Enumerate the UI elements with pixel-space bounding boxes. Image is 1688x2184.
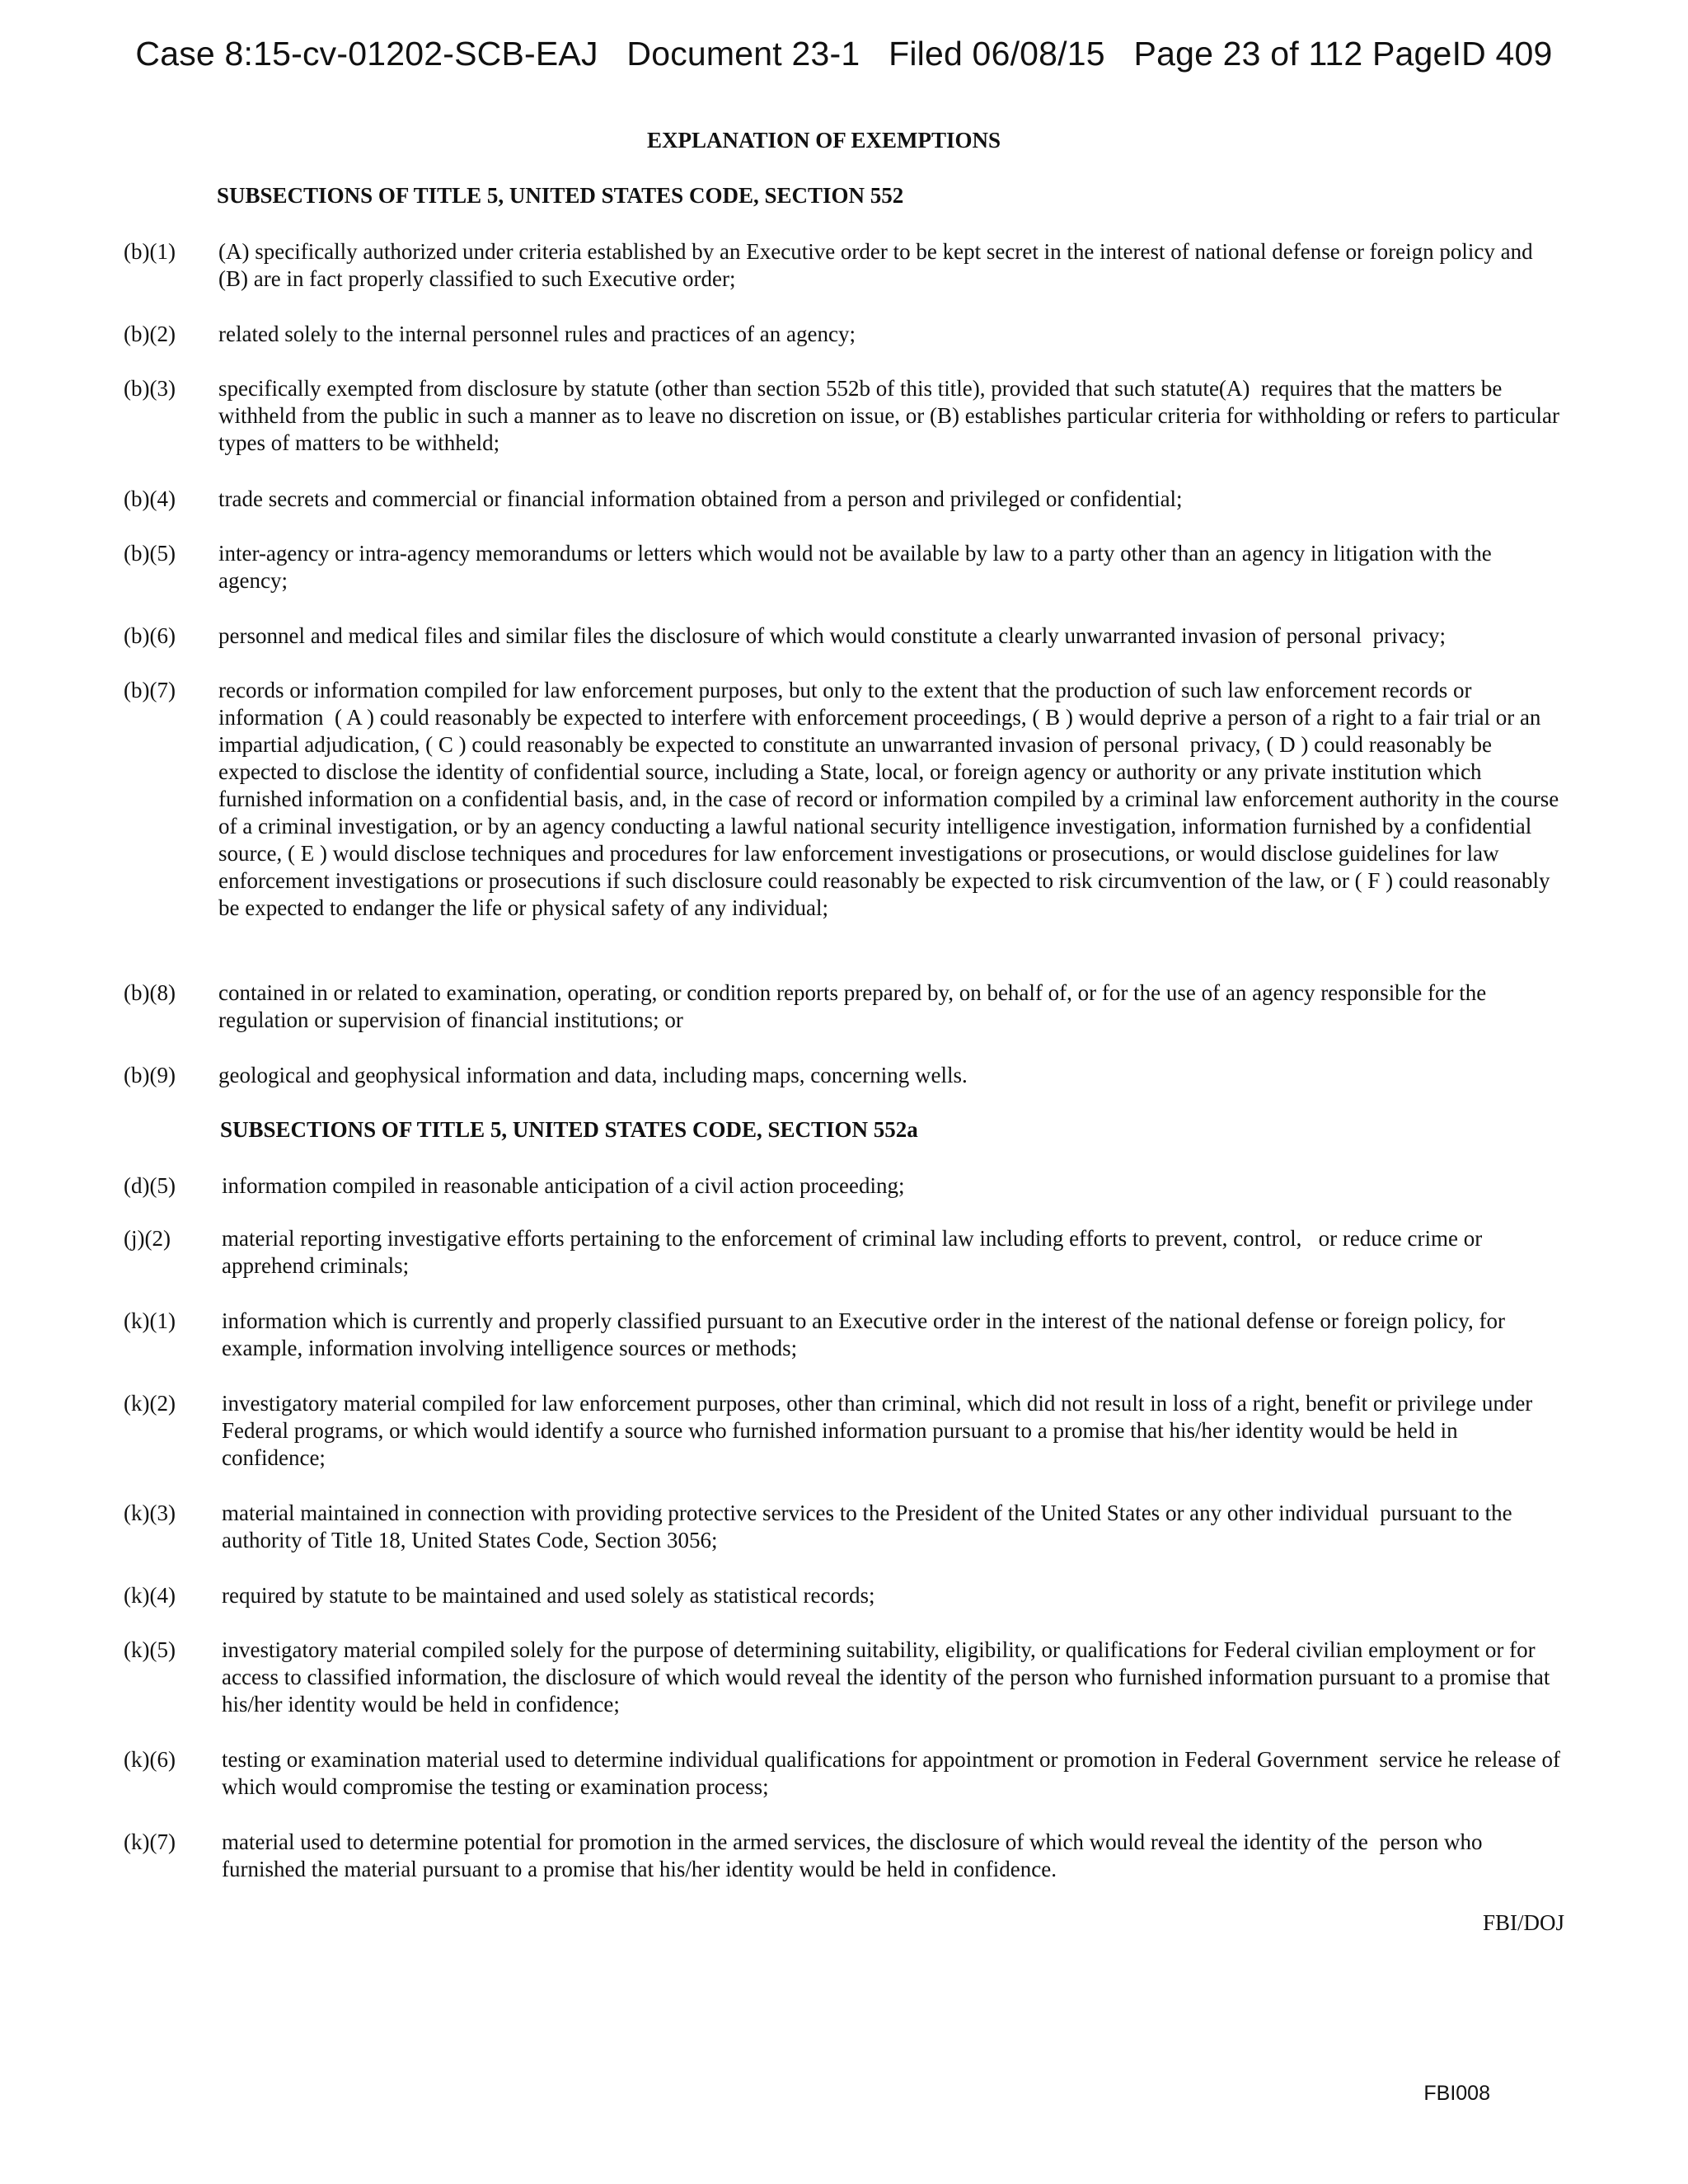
- exemption-code: (b)(9): [124, 1063, 176, 1087]
- exemption-code: (b)(6): [124, 623, 176, 648]
- exemption-text: material maintained in connection with providing protective services to the President of the United States or any other individual pursuant to the authority of Title 18, United States Code, Section 3056;: [222, 1501, 1518, 1552]
- bates-number: FBI008: [1423, 2082, 1490, 2105]
- exemption-text: personnel and medical files and similar files the disclosure of which would constitute a clearly unwarranted invasion of personal privacy;: [218, 623, 1447, 648]
- exemption-text: material used to determine potential for promotion in the armed services, the disclosure of which would reveal the identity of the person who furnished the material pursuant to a promise that his/her identity would be held in confidence.: [222, 1829, 1489, 1881]
- exemption-text: testing or examination material used to determine individual qualifications for appointment or promotion in Federal Government service he release of which would compromise the testing or examination process;: [222, 1747, 1566, 1799]
- exemption-text: investigatory material compiled solely for the purpose of determining suitability, eligibility, or qualifications for Federal civilian employment or for access to classified information, the disclosure of which would reveal the identity of the person who furnished information pursuant to a promise that his/her identity would be held in confidence;: [222, 1637, 1550, 1717]
- exemption-text: (A) specifically authorized under criteria established by an Executive order to be kept secret in the interest of national defense or foreign policy and (B) are in fact properly classified to such Executive order;: [218, 239, 1533, 291]
- exemption-code: (k)(7): [124, 1829, 176, 1854]
- exemption-text: required by statute to be maintained and used solely as statistical records;: [222, 1583, 875, 1608]
- exemption-code: (b)(2): [124, 322, 176, 346]
- agency-footer: FBI/DOJ: [1482, 1910, 1564, 1935]
- exemption-code: (k)(5): [124, 1637, 176, 1662]
- exemption-text: trade secrets and commercial or financial information obtained from a person and privileged or confidential;: [218, 486, 1183, 511]
- exemption-code: (k)(2): [124, 1391, 176, 1416]
- exemption-text: records or information compiled for law enforcement purposes, but only to the extent that the production of such law enforcement records or information ( A ) could reasonably be expected to interfere with enforcement proceedings, ( B ) would deprive a person of a right to a fair trial or an impartial adjudication, ( C ) could reasonably be expected to constitute an unwarranted invasion of personal privacy, ( D ) could reasonably be expected to disclose the identity of confidential source, including a State, local, or foreign agency or authority or any private institution which furnished information on a confidential basis, and, in the case of record or information compiled by a criminal law enforcement authority in the course of a criminal investigation, or by an agency conducting a lawful national security intelligence investigation, information furnished by a confidential source, ( E ) would disclose techniques and procedures for law enforcement investigations or prosecutions, or would disclose guidelines for law enforcement investigations or prosecutions if such disclosure could reasonably be expected to risk circumvention of the law, or ( F ) could reasonably be expected to endanger the life or physical safety of any individual;: [218, 678, 1564, 920]
- exemption-text: related solely to the internal personnel rules and practices of an agency;: [218, 322, 856, 346]
- section-552-heading: SUBSECTIONS OF TITLE 5, UNITED STATES CODE, SECTION 552: [217, 183, 904, 208]
- exemption-code: (b)(8): [124, 980, 176, 1005]
- exemption-text: specifically exempted from disclosure by statute (other than section 552b of this title), provided that such statute(A) requires that the matters be withheld from the public in such a manner as to leave no discretion on issue, or (B) establishes particular criteria for withholding or refers to particular types of matters to be withheld;: [218, 376, 1565, 455]
- exemption-code: (k)(4): [124, 1583, 176, 1608]
- exemption-text: contained in or related to examination, operating, or condition reports prepared by, on behalf of, or for the use of an agency responsible for the regulation or supervision of financial institutions; or: [218, 980, 1487, 1032]
- exemption-code: (b)(7): [124, 678, 176, 702]
- case-header: Case 8:15-cv-01202-SCB-EAJ Document 23-1 Filed 06/08/15 Page 23 of 112 PageID 409: [135, 35, 1553, 73]
- exemption-code: (j)(2): [124, 1226, 171, 1251]
- exemption-code: (k)(6): [124, 1747, 176, 1772]
- exemption-text: investigatory material compiled for law enforcement purposes, other than criminal, which did not result in loss of a right, benefit or privilege under Federal programs, or which would identify a source who furnished information pursuant to a promise that his/her identity would be held in confidence;: [222, 1391, 1533, 1470]
- exemption-code: (b)(4): [124, 486, 176, 511]
- exemption-code: (k)(1): [124, 1308, 176, 1333]
- exemption-text: material reporting investigative efforts pertaining to the enforcement of criminal law including efforts to prevent, control, or reduce crime or apprehend criminals;: [222, 1226, 1488, 1278]
- exemption-text: geological and geophysical information and data, including maps, concerning wells.: [218, 1063, 968, 1087]
- exemption-text: information compiled in reasonable anticipation of a civil action proceeding;: [222, 1173, 905, 1198]
- exemption-code: (b)(1): [124, 239, 176, 264]
- exemption-text: information which is currently and properly classified pursuant to an Executive order in the interest of the national defense or foreign policy, for example, information involving intelligence sources or methods;: [222, 1308, 1505, 1360]
- page-title: EXPLANATION OF EXEMPTIONS: [647, 128, 1001, 153]
- exemption-code: (d)(5): [124, 1173, 176, 1198]
- section-552a-heading: SUBSECTIONS OF TITLE 5, UNITED STATES CODE, SECTION 552a: [220, 1117, 918, 1142]
- exemption-code: (k)(3): [124, 1501, 176, 1525]
- exemption-text: inter-agency or intra-agency memorandums or letters which would not be available by law to a party other than an agency in litigation with the agency;: [218, 541, 1492, 593]
- exemption-code: (b)(3): [124, 376, 176, 401]
- exemption-code: (b)(5): [124, 541, 176, 566]
